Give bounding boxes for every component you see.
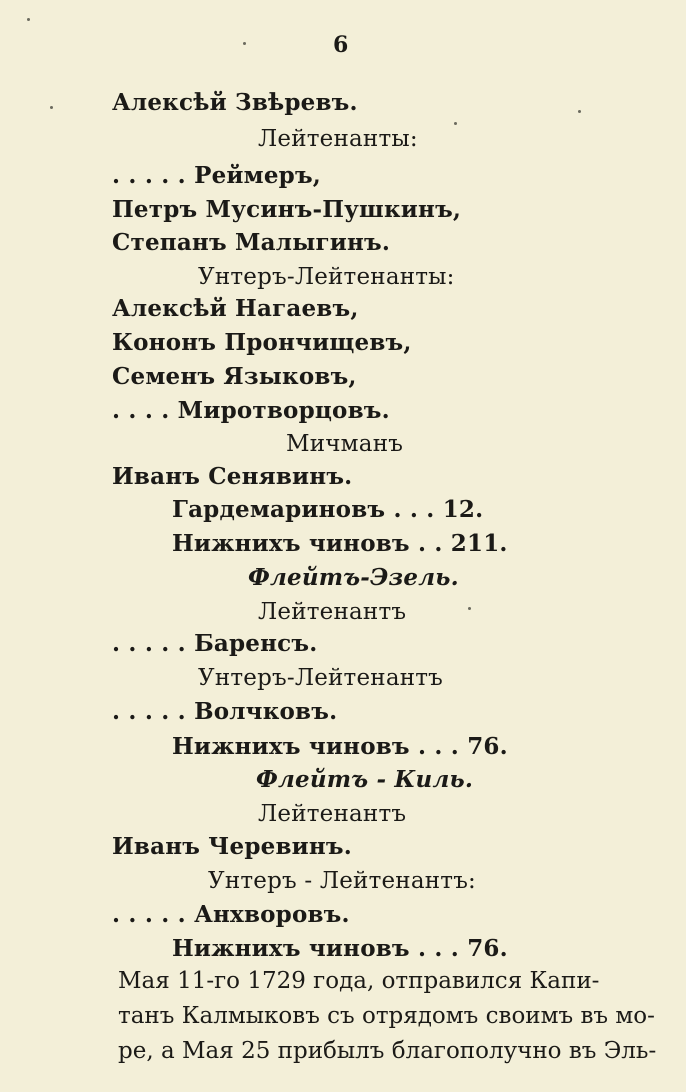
- rank-heading: Лейтенантъ: [258, 599, 407, 625]
- rank-heading: Унтеръ - Лейтенантъ:: [208, 868, 476, 894]
- paragraph-line: ре, а Мая 25 прибылъ благополучно въ Эль-: [118, 1038, 657, 1064]
- roster-line: . . . . Миротворцовъ.: [112, 397, 390, 424]
- rank-heading: Лейтенанты:: [258, 126, 418, 152]
- count-line: Нижнихъ чиновъ . . . 76.: [172, 935, 508, 962]
- roster-line: Кононъ Прончищевъ,: [112, 329, 412, 356]
- body-paragraph: [118, 964, 657, 1069]
- roster-line: Семенъ Языковъ,: [112, 363, 357, 390]
- roster-line: . . . . . Реймеръ,: [112, 162, 322, 189]
- page-number: 6: [333, 32, 349, 58]
- paper-speck: [243, 42, 246, 45]
- paper-speck: [578, 110, 581, 113]
- count-line: Гардемариновъ . . . 12.: [172, 496, 484, 523]
- rank-heading: Мичманъ: [286, 431, 404, 457]
- roster-line: Иванъ Черевинъ.: [112, 833, 352, 860]
- roster-line: . . . . . Баренсъ.: [112, 630, 318, 657]
- roster-line: Степанъ Малыгинъ.: [112, 229, 391, 256]
- paragraph-line: танъ Калмыковъ съ отрядомъ своимъ въ мо-: [118, 1003, 655, 1029]
- roster-line: . . . . . Анхворовъ.: [112, 901, 350, 928]
- roster-line: Алексѣй Звѣревъ.: [112, 89, 358, 116]
- paragraph-line: Мая 11-го 1729 года, отправился Капи-: [118, 968, 600, 994]
- paper-speck: [27, 18, 30, 21]
- ship-heading: Флейтъ-Эзель.: [248, 564, 459, 591]
- rank-heading: Унтеръ-Лейтенанты:: [198, 264, 455, 290]
- paper-speck: [454, 122, 457, 125]
- roster-line: Иванъ Сенявинъ.: [112, 463, 353, 490]
- roster-line: . . . . . Волчковъ.: [112, 698, 338, 725]
- paper-speck: [50, 106, 53, 109]
- roster-line: Алексѣй Нагаевъ,: [112, 295, 359, 322]
- rank-heading: Унтеръ-Лейтенантъ: [198, 665, 444, 691]
- count-line: Нижнихъ чиновъ . . . 76.: [172, 733, 508, 760]
- ship-heading: Флейтъ - Киль.: [256, 766, 474, 793]
- roster-line: Петръ Мусинъ-Пушкинъ,: [112, 196, 462, 223]
- count-line: Нижнихъ чиновъ . . 211.: [172, 530, 508, 557]
- paper-speck: [468, 607, 471, 610]
- rank-heading: Лейтенантъ: [258, 801, 407, 827]
